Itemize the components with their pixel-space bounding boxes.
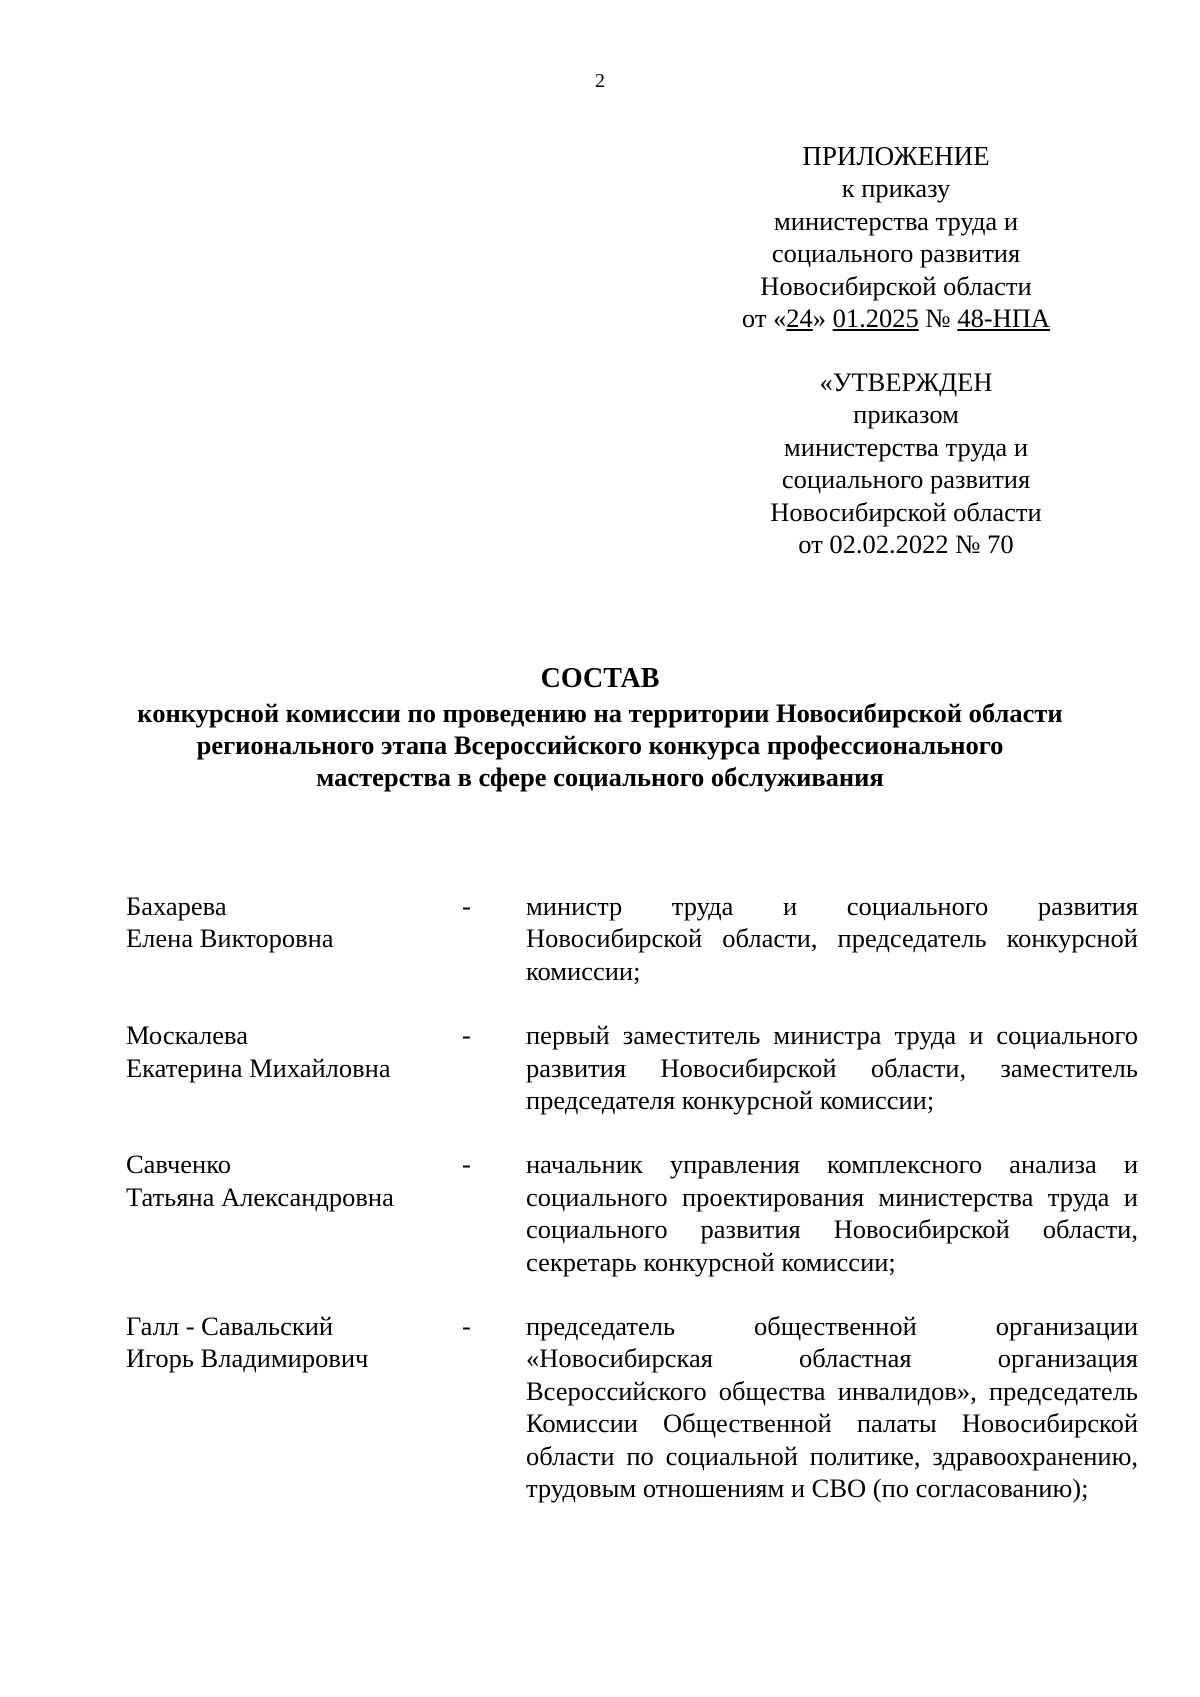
month-separator: » bbox=[812, 303, 833, 334]
member-given-name: Татьяна Александровна bbox=[126, 1181, 394, 1212]
member-dash: - bbox=[462, 891, 471, 921]
member-surname: Галл - Савальский bbox=[126, 1311, 334, 1342]
title-line: конкурсной комиссии по проведению на территории Новосибирской области bbox=[137, 698, 1063, 728]
approved-line: министерства труда и bbox=[784, 431, 1028, 462]
member-role: министр труда и социального развития Новосибирской области, председатель конкурсной комиссии; bbox=[526, 891, 1138, 986]
member-given-name: Екатерина Михайловна bbox=[126, 1052, 391, 1083]
appendix-line: Новосибирской области bbox=[760, 270, 1032, 301]
date-prefix: от « bbox=[741, 303, 787, 334]
page-number: 2 bbox=[595, 70, 605, 92]
approved-line: социального развития bbox=[781, 464, 1031, 495]
member-name bbox=[126, 1019, 460, 1116]
title-line: мастерства в сфере социального обслуживания bbox=[316, 762, 884, 792]
number-prefix: № bbox=[918, 303, 958, 334]
commission-member-list bbox=[126, 890, 1138, 1537]
member-dash: - bbox=[462, 1311, 471, 1342]
appendix-line: министерства труда и bbox=[774, 205, 1018, 236]
member-surname: Бахарева bbox=[126, 891, 227, 921]
title-main: СОСТАВ bbox=[540, 663, 660, 694]
member-row bbox=[126, 1019, 1138, 1116]
member-role: начальник управления комплексного анализа и социального проектирования министерства труда и социального развития Новосибирской области, секретарь конкурсной комиссии; bbox=[526, 1149, 1138, 1277]
approved-block bbox=[736, 366, 1076, 560]
member-name bbox=[126, 890, 460, 987]
member-dash: - bbox=[462, 1020, 471, 1051]
member-name bbox=[126, 1310, 460, 1504]
title-line: регионального этапа Всероссийского конкурса профессионального bbox=[196, 730, 1004, 760]
member-surname: Савченко bbox=[126, 1149, 231, 1180]
order-number: 48-НПА bbox=[957, 303, 1051, 334]
appendix-line: к приказу bbox=[841, 173, 951, 204]
approved-heading: «УТВЕРЖДЕН bbox=[819, 367, 993, 397]
member-role: первый заместитель министра труда и социального развития Новосибирской области, заместитель председателя конкурсной комиссии; bbox=[526, 1020, 1138, 1116]
member-given-name: Игорь Владимирович bbox=[126, 1343, 369, 1374]
member-role: председатель общественной организации «Новосибирская областная организация Всероссийского общества инвалидов», председатель Комиссии Общественной палаты Новосибирской области по социальной политике, здравоохранению, трудовым отношениям и СВО (по согласованию); bbox=[526, 1311, 1138, 1504]
approved-line: от 02.02.2022 № 70 bbox=[798, 529, 1014, 560]
document-title bbox=[60, 661, 1140, 793]
member-row bbox=[126, 1148, 1138, 1278]
appendix-line: социального развития bbox=[771, 238, 1021, 269]
member-name bbox=[126, 1148, 460, 1278]
appendix-heading: ПРИЛОЖЕНИЕ bbox=[802, 141, 990, 171]
approved-line: приказом bbox=[853, 399, 959, 430]
order-reference bbox=[726, 302, 1066, 334]
order-date: 01.2025 bbox=[832, 303, 919, 334]
member-dash: - bbox=[462, 1149, 471, 1180]
order-day: 24 bbox=[786, 303, 813, 334]
appendix-block bbox=[726, 140, 1066, 334]
member-given-name: Елена Викторовна bbox=[126, 923, 334, 954]
member-row bbox=[126, 1310, 1138, 1504]
member-surname: Москалева bbox=[126, 1020, 248, 1051]
member-row bbox=[126, 890, 1138, 987]
approved-line: Новосибирской области bbox=[770, 496, 1042, 527]
